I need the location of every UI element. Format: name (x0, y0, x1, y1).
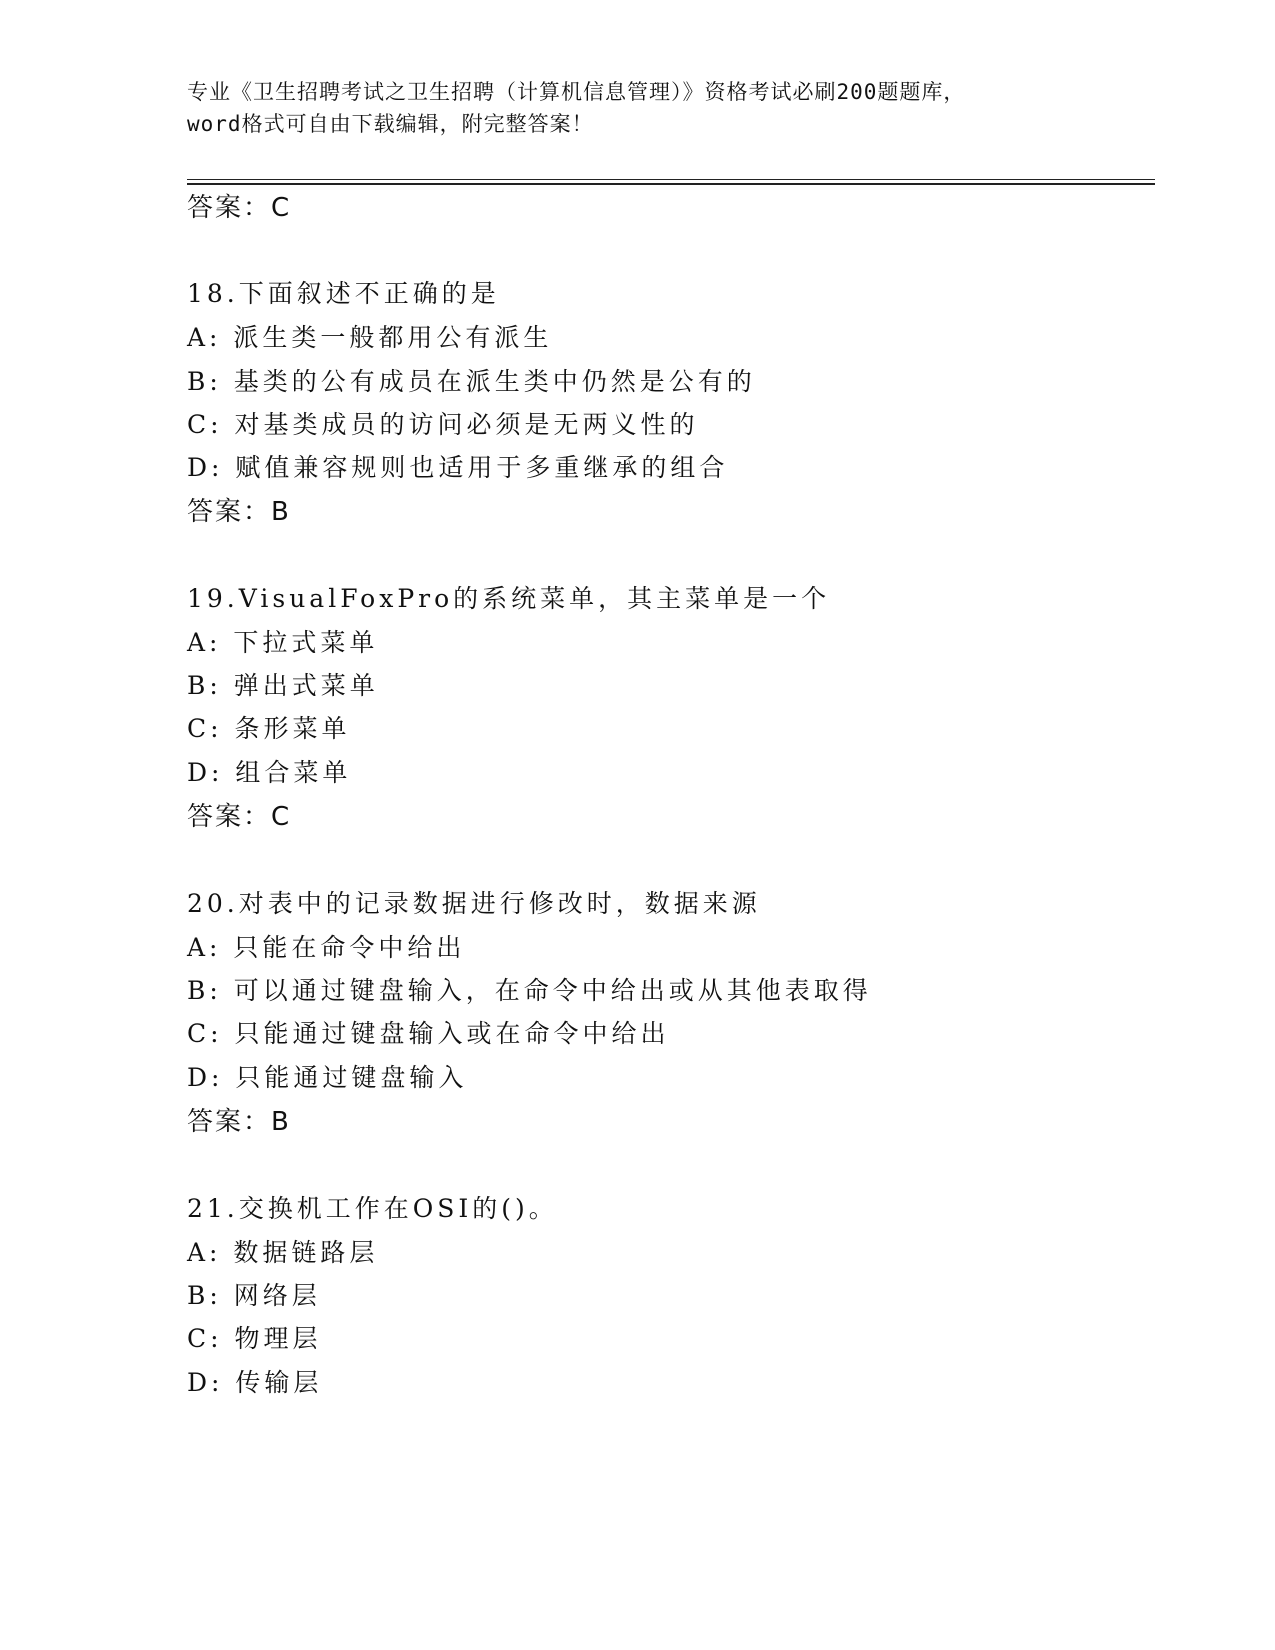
question-stem: 21.交换机工作在OSI的()。 (187, 1194, 558, 1223)
question-option: A: 下拉式菜单 (187, 628, 379, 657)
header-divider-thick (187, 183, 1155, 185)
answer-line: 答案：C (187, 193, 292, 223)
question-option: D: 组合菜单 (187, 758, 352, 787)
question-option: C: 条形菜单 (187, 714, 351, 743)
answer-line: 答案：B (187, 497, 291, 527)
question-option: C: 物理层 (187, 1324, 322, 1353)
question-stem: 18.下面叙述不正确的是 (187, 279, 500, 308)
question-option: D: 传输层 (187, 1368, 323, 1397)
question-option: A: 只能在命令中给出 (187, 933, 466, 962)
question-option: C: 对基类成员的访问必须是无两义性的 (187, 410, 699, 439)
question-option: B: 基类的公有成员在派生类中仍然是公有的 (187, 367, 756, 396)
question-option: B: 弹出式菜单 (187, 671, 379, 700)
header-line-1: 专业《卫生招聘考试之卫生招聘（计算机信息管理）》资格考试必刷200题题库， (187, 80, 966, 104)
question-option: B: 网络层 (187, 1281, 321, 1310)
question-stem: 19.VisualFoxPro的系统菜单，其主菜单是一个 (187, 584, 831, 613)
header-divider-thin (187, 179, 1155, 180)
question-option: A: 派生类一般都用公有派生 (187, 323, 553, 352)
question-option: B: 可以通过键盘输入，在命令中给出或从其他表取得 (187, 976, 872, 1005)
header-line-2: word格式可自由下载编辑，附完整答案！ (187, 112, 594, 136)
question-option: C: 只能通过键盘输入或在命令中给出 (187, 1019, 670, 1048)
answer-line: 答案：B (187, 1107, 291, 1137)
question-option: D: 赋值兼容规则也适用于多重继承的组合 (187, 453, 729, 482)
question-stem: 20.对表中的记录数据进行修改时，数据来源 (187, 889, 761, 918)
question-option: A: 数据链路层 (187, 1238, 379, 1267)
question-option: D: 只能通过键盘输入 (187, 1063, 468, 1092)
document-header (187, 76, 1087, 140)
answer-line: 答案：C (187, 802, 292, 832)
